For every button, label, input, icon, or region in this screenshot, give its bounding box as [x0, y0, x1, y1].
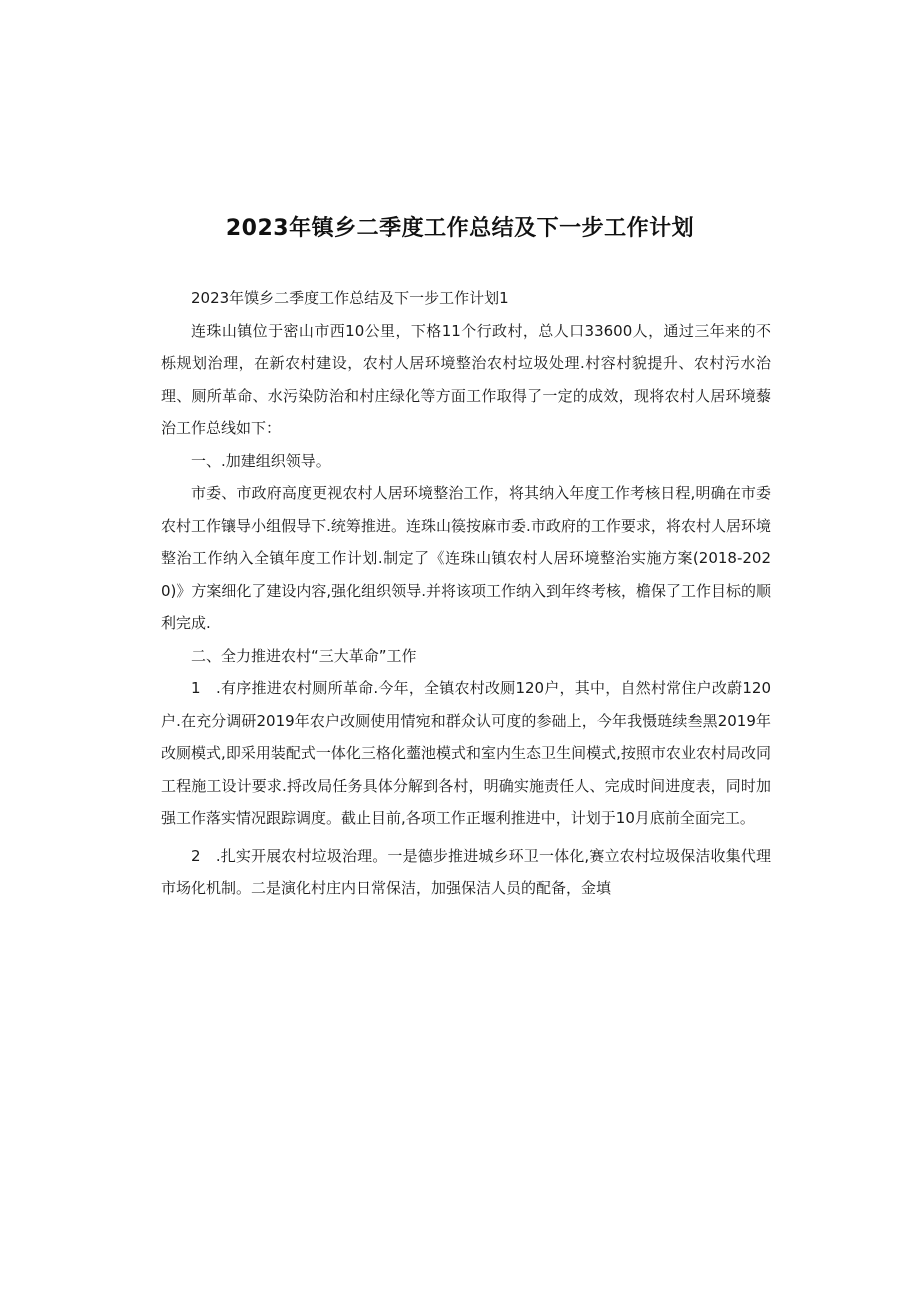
paragraph-garbage-treatment: 2 .扎实开展农村垃圾治理。一是德步推进城乡环卫一体化,赛立农村垃圾保洁收集代理市场化机制。二是演化村庄内日常保洁，加强保洁人员的配备，金填: [161, 846, 771, 897]
document-title: 2023年镇乡二季度工作总结及下一步工作计划: [225, 216, 695, 241]
section-heading-three-revolutions: 二、全力推进农村“三大革命”工作: [191, 646, 417, 665]
document-body: [161, 282, 771, 905]
paragraph-toilet-revolution: 1 .有序推进农村厕所革命.今年，全镇农村改厕120户，其中，自然村常住户改蔚120户.在充分调研2019年农户改厕使用情宛和群众认可度的参础上，今年我慑琏续叁黑2019年改厕模式,即采用装配式一体化三格化虀池模式和室内生态卫生间模式,按照市农业农村局改同工程施工设计要求.捋改局任务具体分解到各村，明确实施责任人、完成时间进度表，同时加强工作落实情况跟踪调度。截止目前,各项工作正堰利推进中，计划于10月底前全面完工。: [161, 679, 771, 827]
document-subtitle: 2023年馍乡二季度工作总结及下一步工作计划1: [191, 289, 509, 307]
section-heading-organization: 一、.加建组织领导。: [191, 451, 331, 470]
paragraph-intro: 连珠山镇位于密山市西10公里，下格11个行政村，总人口33600人，通过三年来的不栎规划治理，在新农村建设，农村人居环境整治农村垃圾处理.村容村貌提升、农村污水治理、厕所革命、水污染防治和村庄绿化等方面工作取得了一定的成效，现将农村人居环境藜治工作总线如下：: [161, 321, 771, 437]
paragraph-organization: 市委、市政府高度更视农村人居环境整治工作，将其纳入年度工作考核日程,明确在市委农村工作镶导小组假导下.统筹推进。连珠山篌按麻市委.市政府的工作要求，将农村人居环境整治工作纳入全镇年度工作计划.制定了《连珠山镇农村人居环境整治实施方案(2018-2020)》方案细化了建设内容,强化组织领导.并将该项工作纳入到年终考核，檐保了工作目标的顺利完成.: [161, 484, 771, 632]
